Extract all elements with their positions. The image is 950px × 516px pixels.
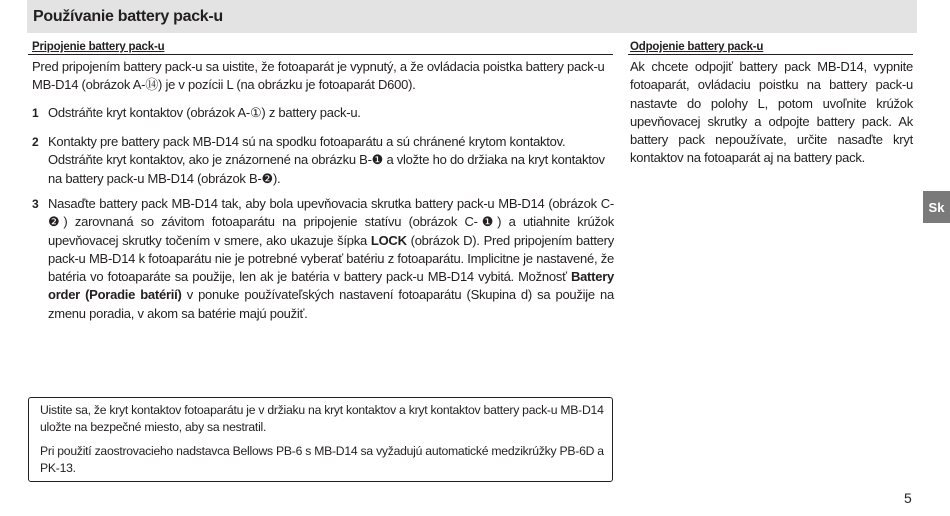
step-text: Kontakty pre battery pack MB-D14 sú na spodku fotoaparátu a sú chránené krytom kontaktov. Odstráňte kryt kontaktov, ako je znázornené na obrázku B-❶ a vložte ho do držiaka na kryt kontaktov na battery pack-u MB-D14 (obrázok B-❷). xyxy=(48,134,605,186)
step-text-part: Nasaďte battery pack MB-D14 tak, aby bola upevňovacia skrutka battery pack-u MB-D14 (obrázok C-❷) zarovnaná so závitom fotoaparátu na pripojenie statívu (obrázok C-❶) a utiahnite krúžok upevňovacej skrutky točením v smere, ako ukazuje šípka xyxy=(48,196,614,248)
page-title: Používanie battery pack-u xyxy=(33,8,223,25)
step-number: 1 xyxy=(32,106,39,120)
page-number: 5 xyxy=(904,490,912,506)
step-number: 2 xyxy=(32,135,39,149)
battery-order-option: Battery order (Poradie batérií) xyxy=(48,269,614,303)
detach-heading-rule xyxy=(628,54,913,55)
note-text: Pri použití zaostrovacieho nadstavca Bellows PB-6 s MB-D14 sa vyžadujú automatické medzikrúžky PB-6D a PK-13. xyxy=(40,444,604,475)
step-text: Odstráňte kryt kontaktov (obrázok A-①) z battery pack-u. xyxy=(48,105,361,120)
note-text: Uistite sa, že kryt kontaktov fotoaparátu je v držiaku na kryt kontaktov a kryt kontaktov battery pack-u MB-D14 uložte na bezpečné miesto, aby sa nestratil. xyxy=(40,403,604,434)
attach-heading: Pripojenie battery pack-u xyxy=(32,41,165,53)
step-text-part: (obrázok D). Pred pripojením battery pack-u MB-D14 k fotoaparátu nie je potrebné vyberať batériu z fotoaparátu. Implicitne je nastavené, že batéria vo fotoaparáte sa použije, len ak je batéria v battery pack-u MB-D14 vybitá. Možnosť xyxy=(48,232,614,285)
detach-text: Ak chcete odpojiť battery pack MB-D14, vypnite fotoaparát, ovládaciu poistku na battery pack-u nastavte do polohy L, potom uvoľnite krúžok upevňovacej skrutky a odpojte battery pack. Ak battery pack nepoužívate, určite nasaďte kryt kontaktov na fotoaparát aj na battery pack. xyxy=(630,59,913,166)
step-text-part: v ponuke používateľských nastavení fotoaparátu (Skupina d) sa použije na zmenu poradia, v akom sa batérie majú použiť. xyxy=(48,287,614,321)
lock-word: LOCK xyxy=(370,232,407,248)
language-tab: Sk xyxy=(923,191,950,223)
note-box xyxy=(28,397,613,482)
title-bar xyxy=(27,0,917,33)
attach-heading-rule xyxy=(28,54,613,55)
attach-intro: Pred pripojením battery pack-u sa uistite, že fotoaparát je vypnutý, a že ovládacia poistka battery pack-u MB-D14 (obrázok A-⑭) je v pozícii L (na obrázku je fotoaparát D600). xyxy=(32,59,605,93)
step-text xyxy=(48,195,614,323)
detach-heading: Odpojenie battery pack-u xyxy=(630,41,764,53)
step-number: 3 xyxy=(32,197,39,211)
